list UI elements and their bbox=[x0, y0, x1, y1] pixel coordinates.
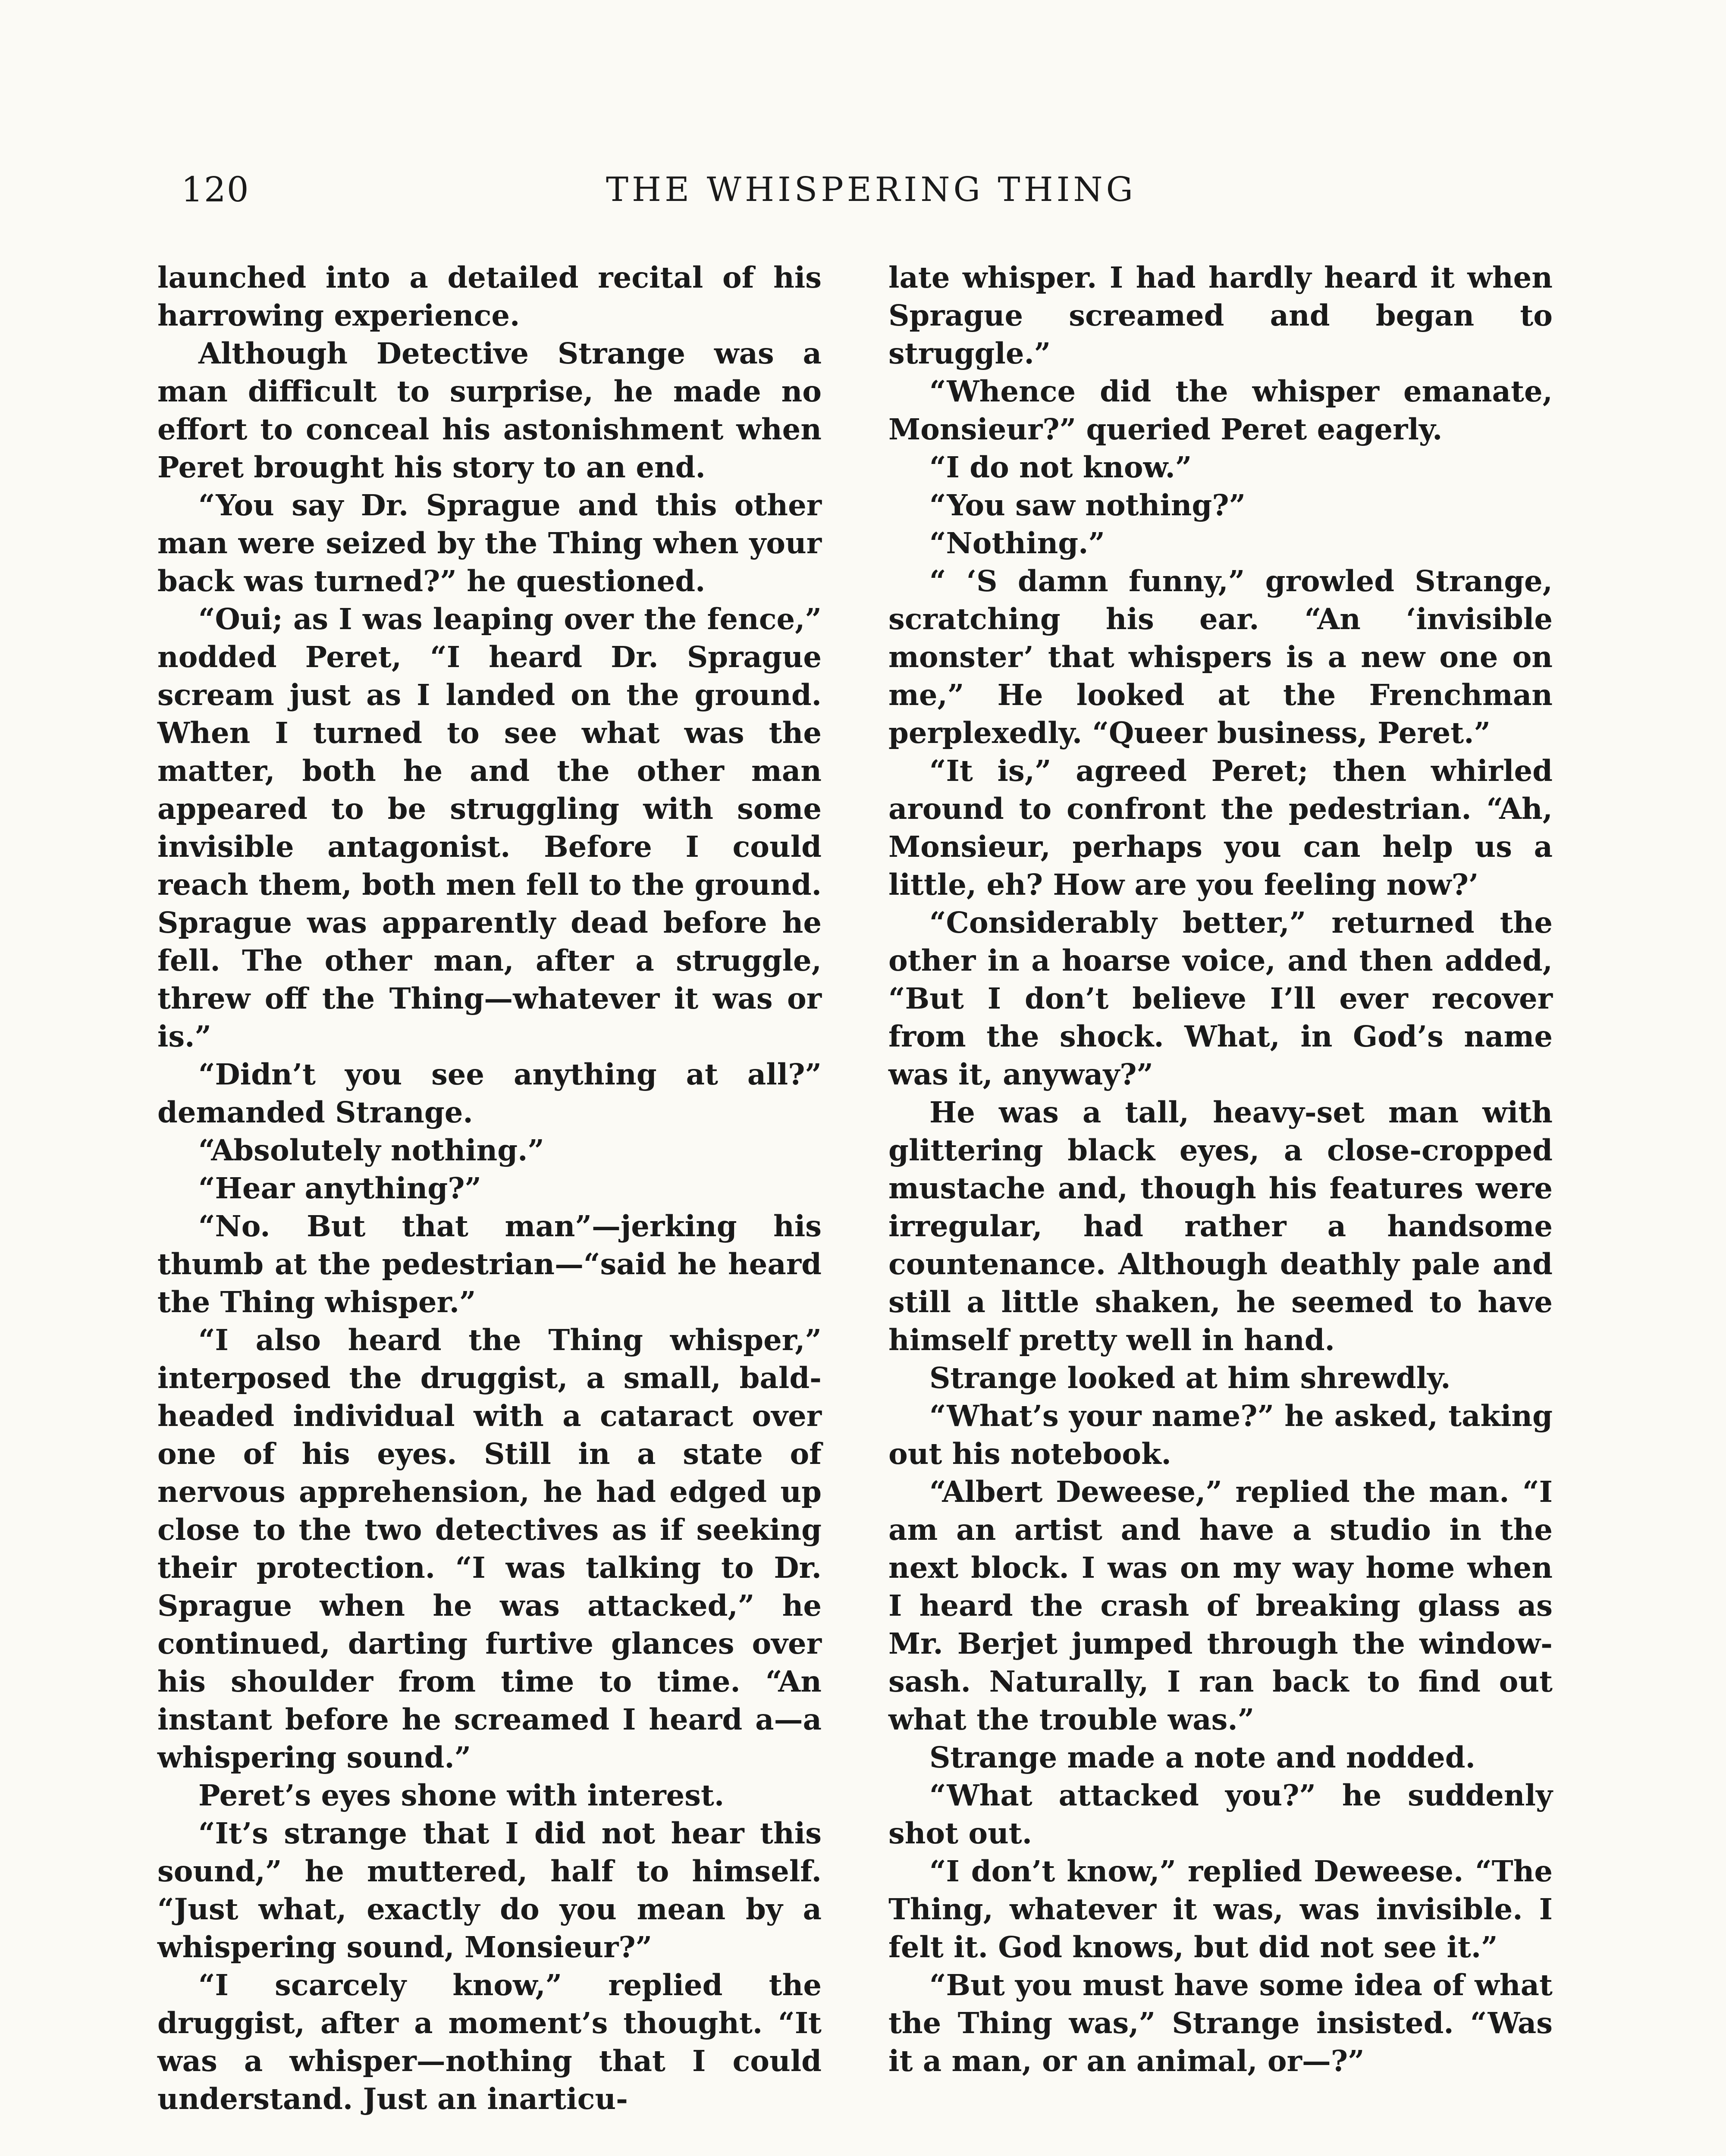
paragraph: “What’s your name?” he asked, taking out his notebook. bbox=[888, 1399, 1553, 1471]
paragraph: “You saw nothing?” bbox=[929, 488, 1246, 522]
paragraph: “I also heard the Thing whisper,” interposed the druggist, a small, bald-headed individual with a cataract over one of his eyes. Still in a state of nervous apprehension, he had edged up close to the two detectives as if seeking their protection. “I was talking to Dr. Sprague when he was attacked,” he continued, darting furtive glances over his shoulder from time to time. “An instant before he screamed I heard a—a whispering sound.” bbox=[157, 1323, 822, 1774]
paragraph: Strange looked at him shrewdly. bbox=[929, 1361, 1451, 1395]
paragraph: “Whence did the whisper emanate, Monsieur?” queried Peret eagerly. bbox=[888, 374, 1553, 446]
paragraph: “Albert Deweese,” replied the man. “I am an artist and have a studio in the next block. I was on my way home when I heard the crash of breaking glass as Mr. Berjet jumped through the window-sash. Naturally, I ran back to find out what the trouble was.” bbox=[888, 1475, 1553, 1736]
paragraph: “Hear anything?” bbox=[198, 1171, 482, 1205]
paragraph: late whisper. I had hardly heard it when Sprague screamed and began to struggle.” bbox=[888, 260, 1553, 370]
paragraph: “Didn’t you see anything at all?” demanded Strange. bbox=[157, 1057, 822, 1129]
page-header bbox=[181, 168, 1561, 220]
paragraph: “It’s strange that I did not hear this sound,” he muttered, half to himself. “Just what, exactly do you mean by a whispering sound, Monsieur?” bbox=[157, 1816, 822, 1964]
paragraph: “I don’t know,” replied Deweese. “The Thing, whatever it was, was invisible. I felt it. God knows, but did not see it.” bbox=[888, 1854, 1553, 1964]
paragraph: “ ‘S damn funny,” growled Strange, scratching his ear. “An ‘invisible monster’ that whispers is a new one on me,” He looked at the Frenchman perplexedly. “Queer business, Peret.” bbox=[888, 564, 1553, 750]
paragraph: “I do not know.” bbox=[929, 450, 1192, 484]
paragraph: He was a tall, heavy-set man with glittering black eyes, a close-cropped mustache and, though his features were irregular, had rather a handsome countenance. Although deathly pale and still a little shaken, he seemed to have himself pretty well in hand. bbox=[888, 1095, 1553, 1357]
paragraph: Strange made a note and nodded. bbox=[929, 1740, 1475, 1774]
running-title: THE WHISPERING THING bbox=[606, 170, 1136, 209]
paragraph: “Oui; as I was leaping over the fence,” nodded Peret, “I heard Dr. Sprague scream just as I landed on the ground. When I turned to see what was the matter, both he and the other man appeared to be struggling with some invisible antagonist. Before I could reach them, both men fell to the ground. Sprague was apparently dead before he fell. The other man, after a struggle, threw off the Thing—whatever it was or is.” bbox=[157, 602, 822, 1053]
paragraph: “No. But that man”—jerking his thumb at the pedestrian—“said he heard the Thing whisper.” bbox=[157, 1209, 822, 1319]
left-column bbox=[157, 259, 822, 2118]
paragraph: “I scarcely know,” replied the druggist, after a moment’s thought. “It was a whisper—nothing that I could understand. Just an inarticu- bbox=[157, 1968, 822, 2116]
page-number: 120 bbox=[181, 169, 250, 210]
paragraph: “Absolutely nothing.” bbox=[198, 1133, 544, 1167]
paragraph: Although Detective Strange was a man difficult to surprise, he made no effort to conceal his astonishment when Peret brought his story to an end. bbox=[157, 336, 822, 484]
paragraph: launched into a detailed recital of his harrowing experience. bbox=[157, 260, 822, 332]
paragraph: “What attacked you?” he suddenly shot out. bbox=[888, 1778, 1553, 1850]
paragraph: “Nothing.” bbox=[929, 526, 1105, 560]
paragraph: “But you must have some idea of what the Thing was,” Strange insisted. “Was it a man, or an animal, or—?” bbox=[888, 1968, 1553, 2078]
paragraph: Peret’s eyes shone with interest. bbox=[198, 1778, 725, 1812]
paragraph: “You say Dr. Sprague and this other man were seized by the Thing when your back was turned?” he questioned. bbox=[157, 488, 822, 598]
paragraph: “Considerably better,” returned the other in a hoarse voice, and then added, “But I don’t believe I’ll ever recover from the shock. What, in God’s name was it, anyway?” bbox=[888, 906, 1553, 1091]
paragraph: “It is,” agreed Peret; then whirled around to confront the pedestrian. “Ah, Monsieur, perhaps you can help us a little, eh? How are you feeling now?’ bbox=[888, 754, 1553, 902]
right-column bbox=[888, 259, 1553, 2080]
